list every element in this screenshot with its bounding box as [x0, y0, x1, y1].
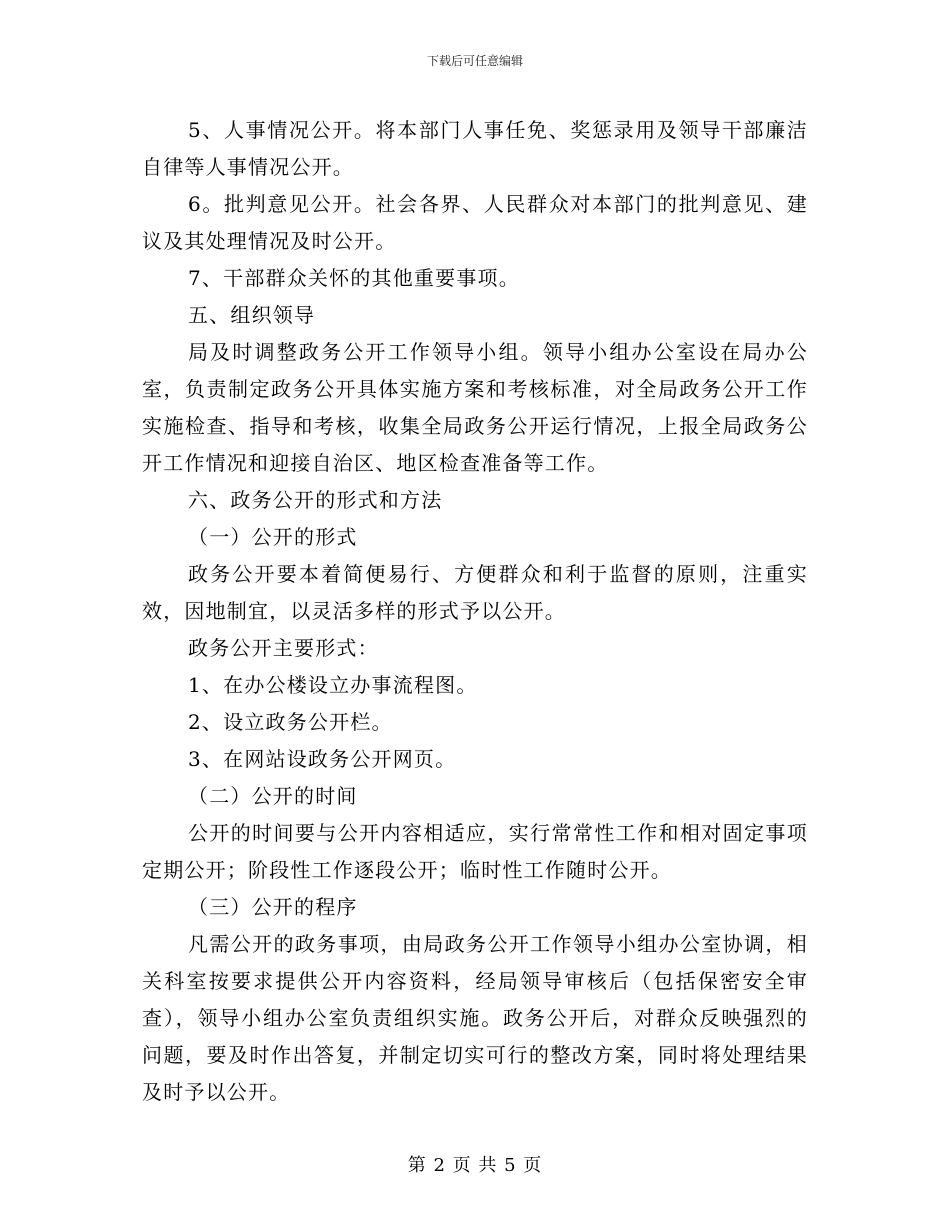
- paragraph-forms-principle: 政务公开要本着简便易行、方便群众和利于监督的原则，注重实效，因地制宜，以灵活多样的形式予以公开。: [142, 562, 808, 623]
- subheading-procedure: （三）公开的程序: [188, 895, 358, 919]
- paragraph-main-forms-label: 政务公开主要形式：: [188, 636, 379, 660]
- page-header-note: 下载后可任意编辑: [426, 54, 523, 68]
- paragraph-criticism-disclosure: 6。批判意见公开。社会各界、人民群众对本部门的批判意见、建议及其处理情况及时公开。: [142, 192, 808, 253]
- paragraph-other-matters: 7、干部群众关怀的其他重要事项。: [188, 266, 520, 290]
- subheading-timing: （二）公开的时间: [188, 784, 358, 808]
- paragraph-personnel-disclosure: 5、人事情况公开。将本部门人事任免、奖惩录用及领导干部廉洁自律等人事情况公开。: [142, 118, 808, 179]
- paragraph-leadership-group: 局及时调整政务公开工作领导小组。领导小组办公室设在局办公室，负责制定政务公开具体实施方案和考核标准，对全局政务公开工作实施检查、指导和考核，收集全局政务公开运行情况，上报全局政务公开工作情况和迎接自治区、地区检查准备等工作。: [142, 340, 808, 475]
- list-item-web-page: 3、在网站设政务公开网页。: [188, 747, 457, 771]
- paragraph-procedure: 凡需公开的政务事项，由局政务公开工作领导小组办公室协调，相关科室按要求提供公开内容资料，经局领导审核后（包括保密安全审查），领导小组办公室负责组织实施。政务公开后，对群众反映强烈的问题，要及时作出答复，并制定切实可行的整改方案，同时将处理结果及时予以公开。: [142, 932, 808, 1104]
- section-heading-forms-methods: 六、政务公开的形式和方法: [188, 488, 443, 512]
- document-body: [142, 112, 808, 1111]
- page-number: 第 2 页 共 5 页: [407, 1155, 543, 1176]
- list-item-flowchart: 1、在办公楼设立办事流程图。: [188, 673, 478, 697]
- paragraph-timing: 公开的时间要与公开内容相适应，实行常常性工作和相对固定事项定期公开；阶段性工作逐段公开；临时性工作随时公开。: [142, 821, 808, 882]
- section-heading-leadership: 五、组织领导: [188, 303, 316, 327]
- subheading-forms: （一）公开的形式: [188, 525, 358, 549]
- list-item-bulletin-board: 2、设立政务公开栏。: [188, 710, 393, 734]
